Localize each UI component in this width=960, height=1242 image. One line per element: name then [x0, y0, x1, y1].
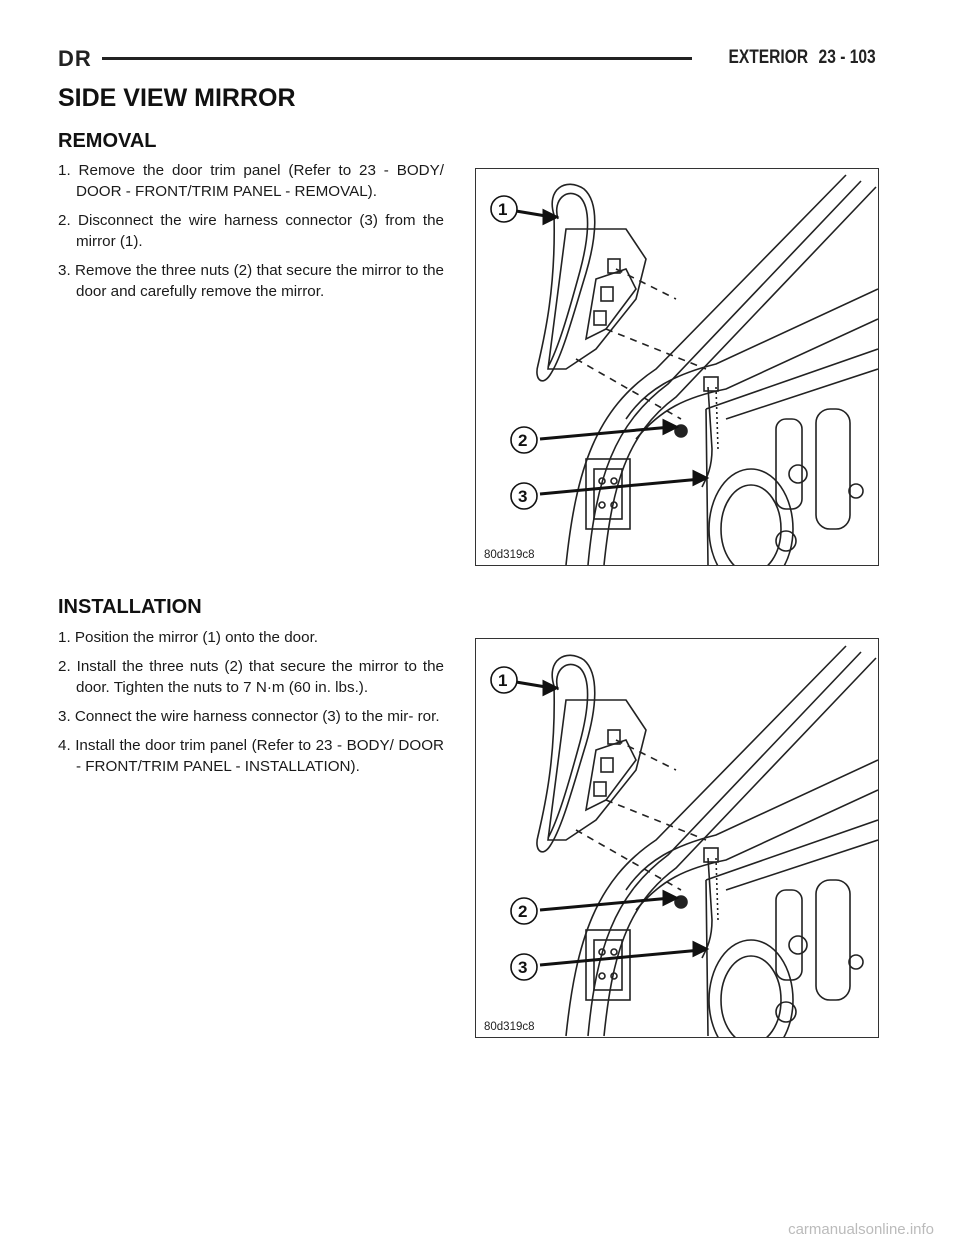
page-title: SIDE VIEW MIRROR	[58, 84, 296, 112]
callout-3: 3	[518, 958, 528, 977]
mirror-removal-illustration	[476, 169, 878, 565]
callout-2: 2	[518, 902, 528, 921]
callout-1: 1	[498, 200, 508, 219]
installation-steps	[58, 627, 444, 785]
installation-step: 4. Install the door trim panel (Refer to 23 - BODY/ DOOR - FRONT/TRIM PANEL - INSTALLATION).	[58, 737, 444, 775]
callout-2: 2	[518, 431, 528, 450]
removal-steps	[58, 160, 444, 310]
callout-1: 1	[498, 671, 508, 690]
removal-step: 2. Disconnect the wire harness connector (3) from the mirror (1).	[58, 212, 444, 250]
model-code: DR	[58, 46, 92, 71]
installation-step: 1. Position the mirror (1) onto the door.	[58, 629, 319, 646]
figure-code: 80d319c8	[484, 549, 535, 561]
header-rule	[102, 57, 692, 60]
callout-3: 3	[518, 487, 528, 506]
page-number: 23 - 103	[818, 47, 876, 68]
section-name: EXTERIOR	[728, 47, 808, 68]
figure-code: 80d319c8	[484, 1021, 535, 1033]
page-header	[58, 46, 900, 72]
installation-step: 2. Install the three nuts (2) that secure the mirror to the door. Tighten the nuts to 7 N·m (60 in. lbs.).	[58, 658, 444, 696]
mirror-installation-illustration	[476, 639, 878, 1037]
installation-figure	[475, 638, 879, 1038]
removal-heading: REMOVAL	[58, 130, 157, 152]
watermark: carmanualsonline.info	[788, 1221, 934, 1238]
removal-figure	[475, 168, 879, 566]
installation-step: 3. Connect the wire harness connector (3) to the mir- ror.	[58, 708, 440, 725]
removal-step: 3. Remove the three nuts (2) that secure the mirror to the door and carefully remove the mirror.	[58, 262, 444, 300]
installation-heading: INSTALLATION	[58, 596, 202, 618]
removal-step: 1. Remove the door trim panel (Refer to 23 - BODY/ DOOR - FRONT/TRIM PANEL - REMOVAL).	[58, 162, 444, 200]
